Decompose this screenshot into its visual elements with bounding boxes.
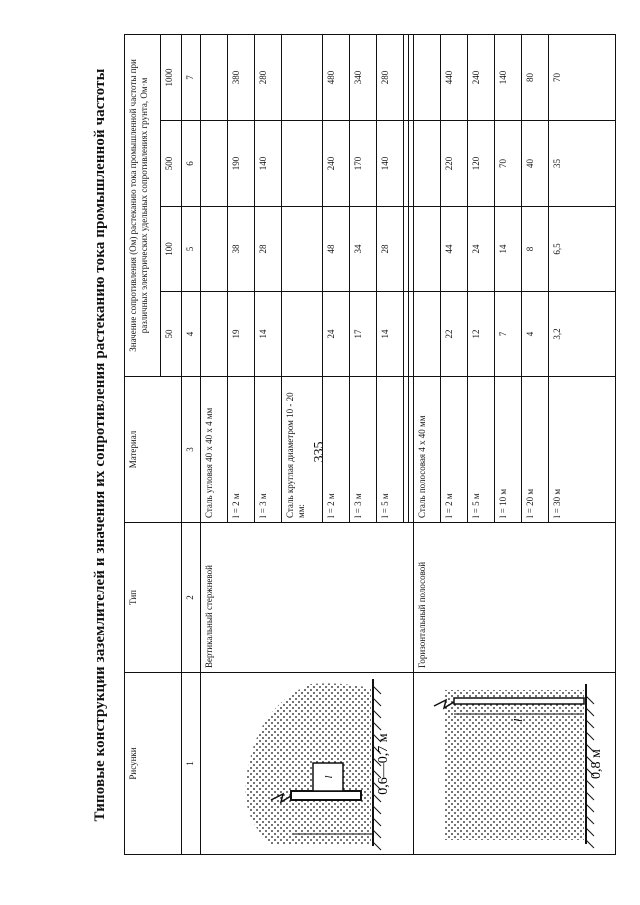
row-v-round-l3: l = 3 м [350, 377, 377, 523]
value-v-angle-l3-50: 14 [255, 292, 282, 377]
row-v-angle-l3: l = 3 м [255, 377, 282, 523]
value-h-l30-500: 35 [549, 121, 616, 207]
soil-area-1 [245, 684, 371, 844]
value-h-l5-50: 12 [468, 292, 495, 377]
header-figures: Рисунки [125, 673, 182, 855]
type-vertical: Вертикальный стержневой [201, 523, 414, 673]
grounding-table [124, 34, 616, 855]
col-number-4: 4 [182, 292, 201, 377]
resistivity-1000: 1000 [161, 34, 182, 120]
figure-horizontal-label: 0,8 м [589, 749, 604, 779]
header-type: Тип [125, 523, 182, 673]
value-v-round-l3-500: 170 [350, 121, 377, 207]
header-resistance: Значение сопротивления (Ом) растеканию тока промышленной частоты при различных электрических удельных сопротивлениях грунта, Ом·м [125, 34, 161, 376]
value-h-l20-1000: 80 [522, 34, 549, 120]
type-horizontal: Горизонтальный полосовой [414, 523, 616, 673]
row-h-l2: l = 2 м [441, 377, 468, 523]
value-h-l20-100: 8 [522, 207, 549, 292]
resistivity-500: 500 [161, 121, 182, 207]
value-h-l30-1000: 70 [549, 34, 616, 120]
value-h-l5-1000: 240 [468, 34, 495, 120]
page-number: 335 [312, 441, 327, 463]
value-v-round-l2-500: 240 [323, 121, 350, 207]
value-v-round-l5-50: 14 [377, 292, 404, 377]
value-h-l30-50: 3,2 [549, 292, 616, 377]
resistivity-50: 50 [161, 292, 182, 377]
value-v-round-l2-50: 24 [323, 292, 350, 377]
value-h-l2-100: 44 [441, 207, 468, 292]
col-number-7: 7 [182, 34, 201, 120]
col-number-1: 1 [182, 673, 201, 855]
value-v-round-l2-1000: 480 [323, 34, 350, 120]
value-v-round-l3-1000: 340 [350, 34, 377, 120]
row-v-round-l5: l = 5 м [377, 377, 404, 523]
table-title: Типовые конструкции заземлителей и значения их сопротивления растеканию тока промышленной частоты [92, 68, 108, 822]
col-number-6: 6 [182, 121, 201, 207]
header-material: Материал [125, 377, 182, 523]
soil-area-2 [444, 690, 584, 840]
material-round-steel: Сталь круглая диаметром 10 - 20 мм: [282, 377, 323, 523]
value-v-angle-l3-100: 28 [255, 207, 282, 292]
col-number-3: 3 [182, 377, 201, 523]
value-h-l30-100: 6,5 [549, 207, 616, 292]
value-h-l2-50: 22 [441, 292, 468, 377]
figure-vertical-label: 0,6—0,7 м [376, 733, 391, 795]
value-v-angle-l3-500: 140 [255, 121, 282, 207]
material-strip-steel: Сталь полосовая 4 х 40 мм [414, 377, 441, 523]
row-v-round-l2: l = 2 м [323, 377, 350, 523]
electrode-rod [291, 791, 361, 800]
col-number-5: 5 [182, 207, 201, 292]
col-number-2: 2 [182, 523, 201, 673]
rotated-page-content [92, 35, 612, 855]
value-v-angle-l3-1000: 280 [255, 34, 282, 120]
value-v-round-l3-100: 34 [350, 207, 377, 292]
figure-vertical-dim: l [323, 775, 335, 779]
value-v-round-l2-100: 48 [323, 207, 350, 292]
value-h-l2-1000: 440 [441, 34, 468, 120]
value-v-round-l5-500: 140 [377, 121, 404, 207]
material-angle-steel: Сталь угловая 40 х 40 х 4 мм [201, 377, 228, 523]
value-h-l5-500: 120 [468, 121, 495, 207]
figure-horizontal-dim: l [511, 718, 525, 722]
value-h-l10-500: 70 [495, 121, 522, 207]
value-h-l5-100: 24 [468, 207, 495, 292]
value-v-angle-l2-50: 19 [228, 292, 255, 377]
value-v-round-l5-100: 28 [377, 207, 404, 292]
value-h-l20-500: 40 [522, 121, 549, 207]
value-v-round-l5-1000: 280 [377, 34, 404, 120]
row-h-l10: l = 10 м [495, 377, 522, 523]
value-h-l2-500: 220 [441, 121, 468, 207]
row-h-l20: l = 20 м [522, 377, 549, 523]
figure-horizontal-electrode [414, 673, 616, 855]
figure-vertical-electrode [201, 673, 414, 855]
value-v-angle-l2-500: 190 [228, 121, 255, 207]
value-v-angle-l2-100: 38 [228, 207, 255, 292]
horizontal-electrode-drawing [414, 672, 604, 854]
electrode-strip [454, 698, 584, 704]
value-h-l20-50: 4 [522, 292, 549, 377]
value-v-angle-l2-1000: 380 [228, 34, 255, 120]
row-h-l5: l = 5 м [468, 377, 495, 523]
value-v-round-l3-50: 17 [350, 292, 377, 377]
value-h-l10-100: 14 [495, 207, 522, 292]
value-h-l10-50: 7 [495, 292, 522, 377]
row-v-angle-l2: l = 2 м [228, 377, 255, 523]
resistivity-100: 100 [161, 207, 182, 292]
vertical-electrode-drawing [201, 672, 391, 854]
value-h-l10-1000: 140 [495, 34, 522, 120]
row-h-l30: l = 30 м [549, 377, 616, 523]
